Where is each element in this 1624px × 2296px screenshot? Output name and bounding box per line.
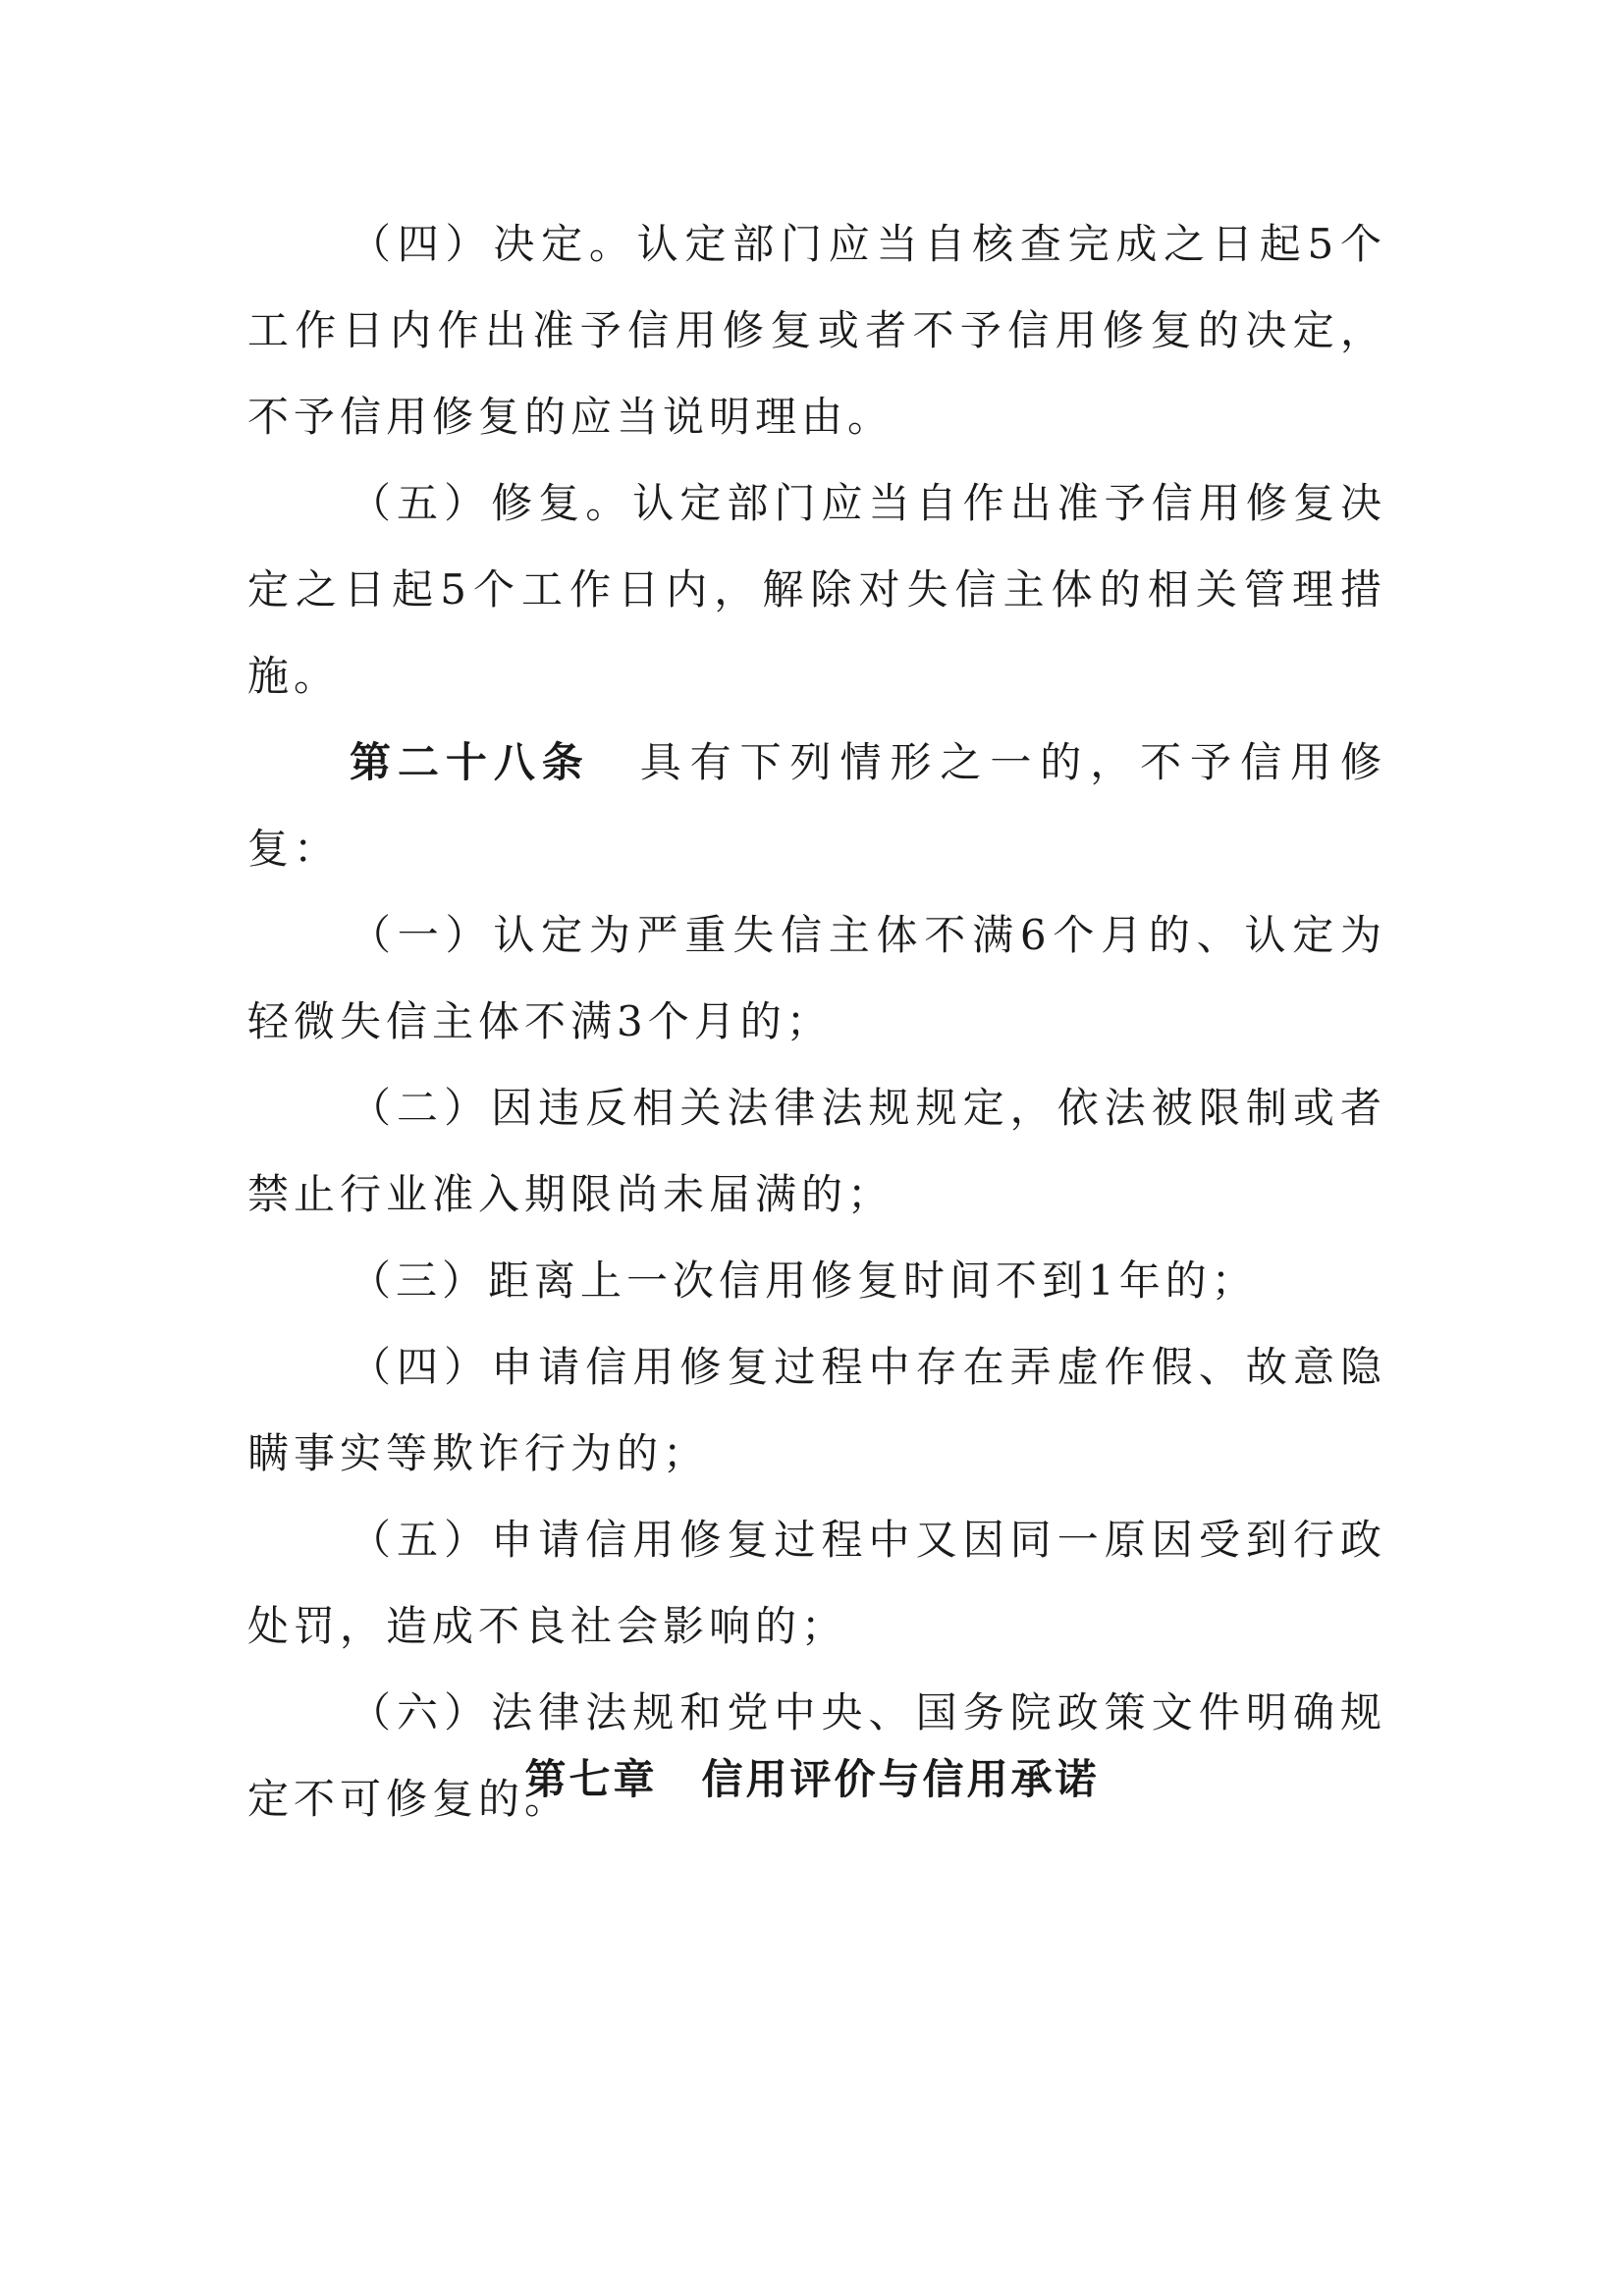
- list-item-3: [247, 1238, 1386, 1324]
- paragraph-text: （一）认定为严重失信主体不满6个月的、认定为轻微失信主体不满3个月的；: [247, 911, 1386, 1045]
- paragraph-text: （五）修复。认定部门应当自作出准予信用修复决定之日起5个工作日内，解除对失信主体的相关管理措施。: [247, 479, 1386, 700]
- paragraph-text: 具有下列情形之一的，不予信用修复：: [247, 738, 1386, 873]
- chapter-title: 第七章 信用评价与信用承诺: [524, 1755, 1100, 1803]
- paragraph-text: （六）法律法规和党中央、国务院政策文件明确规定不可修复的。: [247, 1688, 1386, 1823]
- document-body: [247, 201, 1386, 1842]
- paragraph-text: （四）决定。认定部门应当自核查完成之日起5个工作日内作出准予信用修复或者不予信用修复的决定，不予信用修复的应当说明理由。: [247, 220, 1386, 441]
- paragraph-text: （五）申请信用修复过程中又因同一原因受到行政处罚，造成不良社会影响的；: [247, 1516, 1386, 1650]
- list-item-2: [247, 1065, 1386, 1238]
- list-item-5: [247, 1497, 1386, 1670]
- list-item-4: [247, 1324, 1386, 1497]
- paragraph-decision: [247, 201, 1386, 460]
- article-28: [247, 720, 1386, 892]
- paragraph-text: （四）申请信用修复过程中存在弄虚作假、故意隐瞒事实等欺诈行为的；: [247, 1343, 1386, 1477]
- paragraph-text: （二）因违反相关法律法规规定，依法被限制或者禁止行业准入期限尚未届满的；: [247, 1084, 1386, 1218]
- paragraph-text: （三）距离上一次信用修复时间不到1年的；: [350, 1256, 1258, 1305]
- article-heading: 第二十八条: [350, 738, 590, 786]
- paragraph-repair: [247, 460, 1386, 720]
- list-item-1: [247, 892, 1386, 1065]
